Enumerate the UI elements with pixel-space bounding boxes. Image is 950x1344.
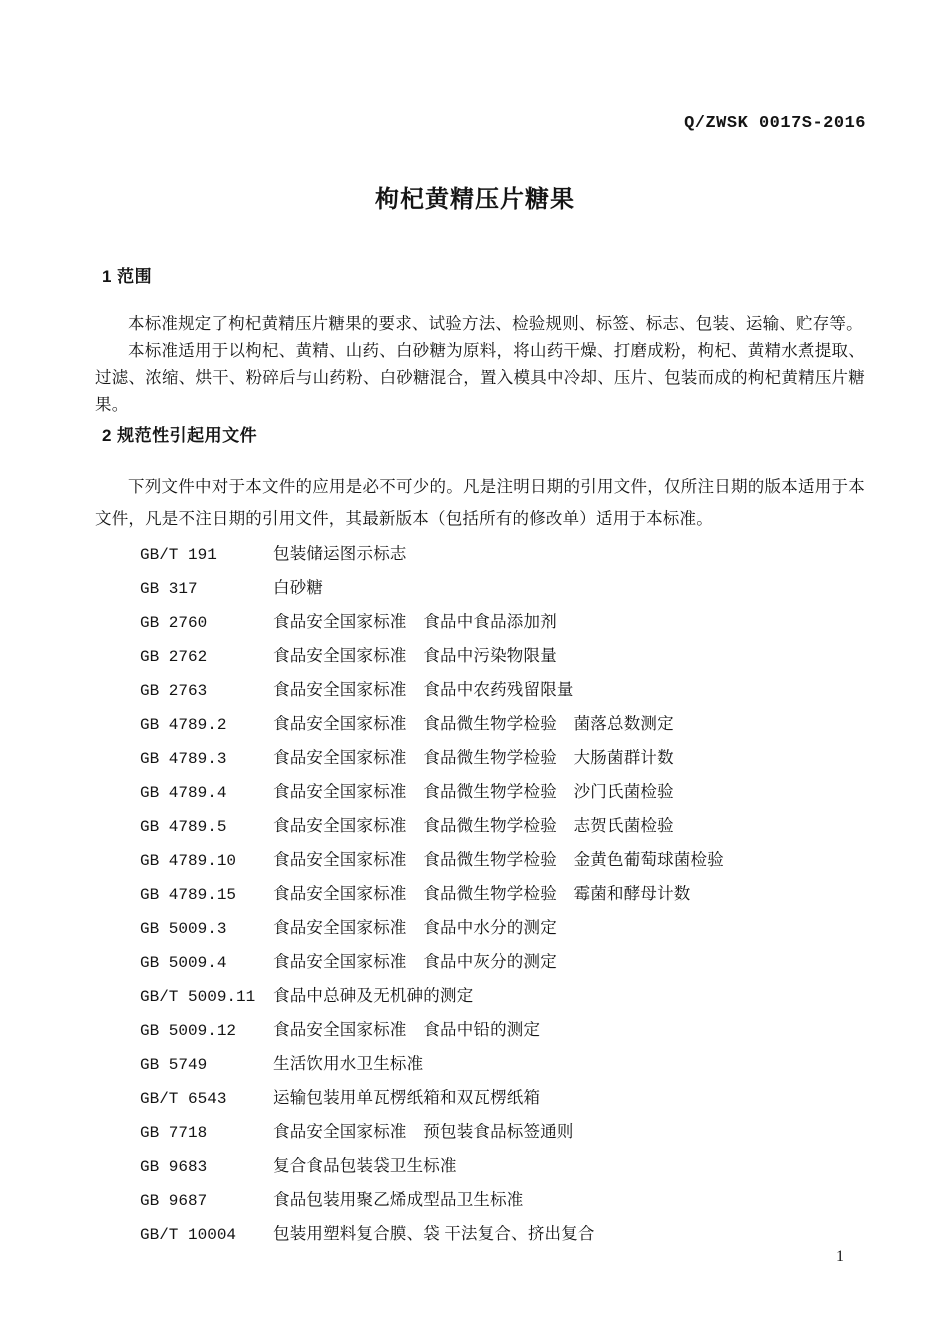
reference-standard-title: 食品安全国家标准 预包装食品标签通则	[273, 1122, 574, 1141]
reference-row	[140, 843, 865, 877]
reference-standard-title: 食品中总砷及无机砷的测定	[273, 986, 474, 1005]
reference-row	[140, 1047, 865, 1081]
reference-standard-title: 食品安全国家标准 食品微生物学检验 菌落总数测定	[273, 714, 674, 733]
reference-row	[140, 1149, 865, 1183]
normative-references-list	[140, 537, 865, 1251]
reference-row	[140, 809, 865, 843]
reference-standard-code: GB 5009.4	[140, 954, 227, 972]
reference-row	[140, 775, 865, 809]
reference-standard-code: GB/T 5009.11	[140, 988, 256, 1006]
reference-row	[140, 707, 865, 741]
reference-standard-title: 白砂糖	[273, 578, 324, 597]
reference-standard-code: GB 5009.3	[140, 920, 227, 938]
reference-standard-code: GB 5009.12	[140, 1022, 237, 1040]
reference-standard-code: GB/T 191	[140, 546, 217, 564]
reference-standard-code: GB 4789.4	[140, 784, 227, 802]
reference-standard-title: 食品安全国家标准 食品中水分的测定	[273, 918, 557, 937]
reference-standard-code: GB 317	[140, 580, 198, 598]
reference-standard-title: 食品安全国家标准 食品微生物学检验 大肠菌群计数	[273, 748, 674, 767]
reference-row	[140, 571, 865, 605]
reference-standard-title: 食品包装用聚乙烯成型品卫生标准	[273, 1190, 524, 1209]
reference-row	[140, 741, 865, 775]
section-2-heading: 2 规范性引起用文件	[102, 426, 258, 445]
reference-standard-code: GB 5749	[140, 1056, 208, 1074]
reference-row	[140, 1217, 865, 1251]
reference-standard-code: GB 9687	[140, 1192, 208, 1210]
reference-row	[140, 877, 865, 911]
section-1-heading: 1 范围	[102, 267, 153, 286]
reference-row	[140, 1183, 865, 1217]
reference-standard-code: GB 7718	[140, 1124, 208, 1142]
section-1-body	[95, 310, 865, 418]
reference-row	[140, 911, 865, 945]
reference-standard-code: GB 9683	[140, 1158, 208, 1176]
reference-standard-title: 运输包装用单瓦楞纸箱和双瓦楞纸箱	[273, 1088, 541, 1107]
section-1-paragraph-1: 本标准规定了枸杞黄精压片糖果的要求、试验方法、检验规则、标签、标志、包装、运输、贮存等。	[128, 314, 863, 333]
reference-standard-title: 食品安全国家标准 食品微生物学检验 沙门氏菌检验	[273, 782, 674, 801]
reference-standard-code: GB 2760	[140, 614, 208, 632]
reference-standard-code: GB/T 10004	[140, 1226, 237, 1244]
reference-standard-title: 食品安全国家标准 食品微生物学检验 霉菌和酵母计数	[273, 884, 691, 903]
reference-row	[140, 1081, 865, 1115]
reference-standard-code: GB 2763	[140, 682, 208, 700]
reference-standard-title: 食品安全国家标准 食品中铅的测定	[273, 1020, 541, 1039]
reference-row	[140, 537, 865, 571]
reference-standard-title: 食品安全国家标准 食品微生物学检验 金黄色葡萄球菌检验	[273, 850, 724, 869]
reference-standard-title: 复合食品包装袋卫生标准	[273, 1156, 457, 1175]
reference-standard-title: 生活饮用水卫生标准	[273, 1054, 424, 1073]
reference-standard-title: 食品安全国家标准 食品微生物学检验 志贺氏菌检验	[273, 816, 674, 835]
reference-standard-title: 食品安全国家标准 食品中灰分的测定	[273, 952, 557, 971]
reference-row	[140, 1115, 865, 1149]
reference-standard-code: GB 4789.10	[140, 852, 237, 870]
reference-row	[140, 639, 865, 673]
reference-standard-title: 包装储运图示标志	[273, 544, 407, 563]
reference-row	[140, 945, 865, 979]
reference-standard-code: GB 4789.15	[140, 886, 237, 904]
section-1-paragraph-2: 本标准适用于以枸杞、黄精、山药、白砂糖为原料，将山药干燥、打磨成粉，枸杞、黄精水煮提取、过滤、浓缩、烘干、粉碎后与山药粉、白砂糖混合，置入模具中冷却、压片、包装而成的枸杞黄精压片糖果。	[95, 341, 865, 414]
reference-standard-title: 食品安全国家标准 食品中食品添加剂	[273, 612, 557, 631]
reference-row	[140, 979, 865, 1013]
reference-standard-code: GB 4789.5	[140, 818, 227, 836]
page-number: 1	[836, 1248, 844, 1265]
section-2-paragraph: 下列文件中对于本文件的应用是必不可少的。凡是注明日期的引用文件，仅所注日期的版本适用于本文件，凡是不注日期的引用文件，其最新版本（包括所有的修改单）适用于本标准。	[95, 477, 865, 528]
reference-row	[140, 673, 865, 707]
standard-doc-code: Q/ZWSK 0017S-2016	[684, 114, 866, 133]
reference-standard-code: GB 2762	[140, 648, 208, 666]
reference-standard-title: 食品安全国家标准 食品中农药残留限量	[273, 680, 574, 699]
reference-standard-title: 包装用塑料复合膜、袋 干法复合、挤出复合	[273, 1224, 595, 1243]
document-title: 枸杞黄精压片糖果	[375, 186, 575, 213]
section-2-body	[95, 471, 865, 535]
reference-standard-code: GB/T 6543	[140, 1090, 227, 1108]
reference-standard-code: GB 4789.3	[140, 750, 227, 768]
reference-row	[140, 1013, 865, 1047]
reference-standard-code: GB 4789.2	[140, 716, 227, 734]
reference-standard-title: 食品安全国家标准 食品中污染物限量	[273, 646, 557, 665]
reference-row	[140, 605, 865, 639]
